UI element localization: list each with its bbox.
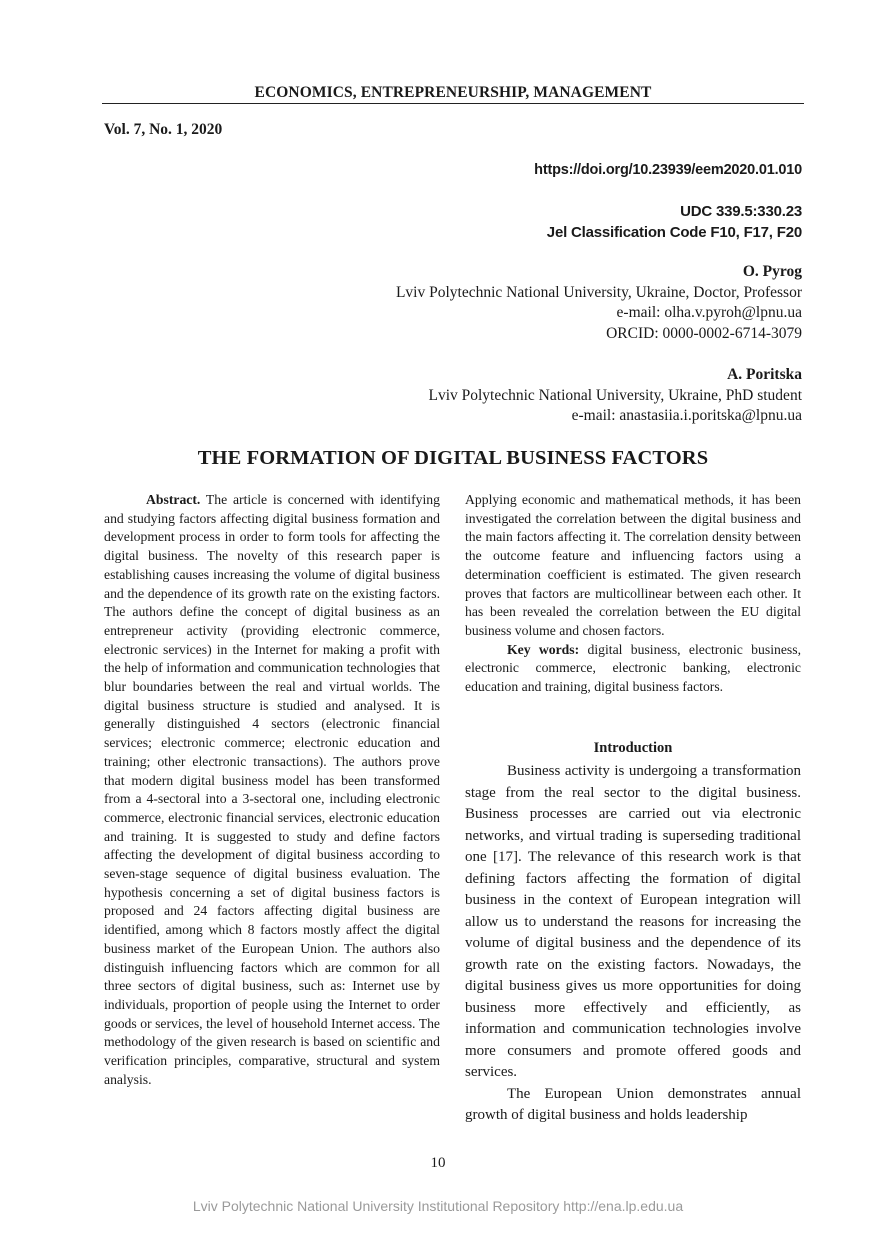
keywords-label: Key words: bbox=[507, 641, 580, 657]
author-name: O. Pyrog bbox=[742, 263, 802, 280]
header-rule bbox=[102, 103, 804, 104]
journal-header: ECONOMICS, ENTREPRENEURSHIP, MANAGEMENT bbox=[254, 84, 652, 101]
abstract-continuation: Applying economic and mathematical methods, it has been investigated the correlation between the digital business and the main factors affecting it. The correlation density between the outcome feature and influencing factors using a determination coefficient is estimated. The given research proves that factors are multicollinear between each other. It has been revealed the correlation between the EU digital business volume and chosen factors. bbox=[465, 492, 801, 638]
author-block-2 bbox=[428, 365, 802, 427]
abstract-label: Abstract. bbox=[146, 492, 201, 507]
author-email[interactable]: e-mail: olha.v.pyroh@lpnu.ua bbox=[616, 304, 802, 321]
author-name: A. Poritska bbox=[727, 366, 802, 383]
volume-issue: Vol. 7, No. 1, 2020 bbox=[104, 121, 223, 138]
keywords-text: digital business, electronic business, electronic commerce, electronic banking, electronic education and training, digital business factors. bbox=[465, 641, 801, 695]
abstract-right-column bbox=[465, 491, 801, 697]
page-number: 10 bbox=[430, 1155, 446, 1171]
udc-code: UDC 339.5:330.23 bbox=[680, 203, 802, 220]
classification-block bbox=[547, 201, 802, 243]
author-affiliation: Lviv Polytechnic National University, Ukraine, Doctor, Professor bbox=[395, 283, 802, 301]
author-orcid: ORCID: 0000-0002-6714-3079 bbox=[606, 324, 802, 342]
doi-link[interactable]: https://doi.org/10.23939/eem2020.01.010 bbox=[534, 162, 802, 178]
introduction-heading: Introduction bbox=[593, 740, 673, 756]
repository-footer: Lviv Polytechnic National University Institutional Repository http://ena.lp.edu.ua bbox=[192, 1198, 684, 1214]
introduction-paragraph: The European Union demonstrates annual growth of digital business and holds leadership bbox=[465, 1085, 801, 1123]
jel-code: Jel Classification Code F10, F17, F20 bbox=[546, 224, 802, 241]
article-title: THE FORMATION OF DIGITAL BUSINESS FACTORS bbox=[197, 447, 709, 469]
author-affiliation: Lviv Polytechnic National University, Ukraine, PhD student bbox=[428, 386, 802, 404]
abstract-left-column bbox=[104, 491, 440, 1090]
author-email[interactable]: e-mail: anastasiia.i.poritska@lpnu.ua bbox=[571, 407, 802, 424]
introduction-body bbox=[465, 761, 801, 1127]
abstract-text: The article is concerned with identifying and studying factors affecting digital business formation and development process in order to form tools for affecting the digital business. The novelty of this research paper is establishing causes increasing the volume of digital business and the dependence of its growth rate on the existing factors. The authors define the concept of digital business as an entrepreneur activity (providing electronic commerce, electronic services) in the Internet for making a profit with the help of information and communication technologies that blur boundaries between the real and virtual worlds. The digital business structure is studied and analysed. It is generally distinguished 4 sectors (electronic financial services; electronic commerce; electronic education and training; other electronic transactions). The authors prove that modern digital business model has been transformed from a 4-sectoral into a 3-sectoral one, including electronic commerce, electronic financial services, electronic education and training. It is suggested to study and define factors affecting the development of digital business according to seven-stage sequence of digital business evaluation. The hypothesis concerning a set of digital business factors is proposed and 24 factors affecting digital business are identified, among which 8 factors mostly affect the digital business market of the European Union. The authors also distinguish influencing factors which are common for all three sectors of digital business, such as: Internet use by individuals, proportion of people using the Internet to order goods or services, the level of household Internet access. The methodology of the given research is based on scientific and verification principles, comparative, structural and system analysis. bbox=[104, 492, 440, 1087]
author-block-1 bbox=[396, 262, 802, 344]
introduction-paragraph: Business activity is undergoing a transformation stage from the real sector to the digital business. Business processes are carried out via electronic networks, and virtual trading is superseding traditional one [17]. The relevance of this research work is that defining factors affecting the formation of digital business in the context of European integration will allow us to understand the reasons for increasing the volume of digital business and the dependence of its growth rate on the existing factors. Nowadays, the digital business gives us more opportunities for doing business more effectively and efficiently, as information and communication technologies involve more consumers and promote offered goods and services. bbox=[465, 763, 801, 1080]
